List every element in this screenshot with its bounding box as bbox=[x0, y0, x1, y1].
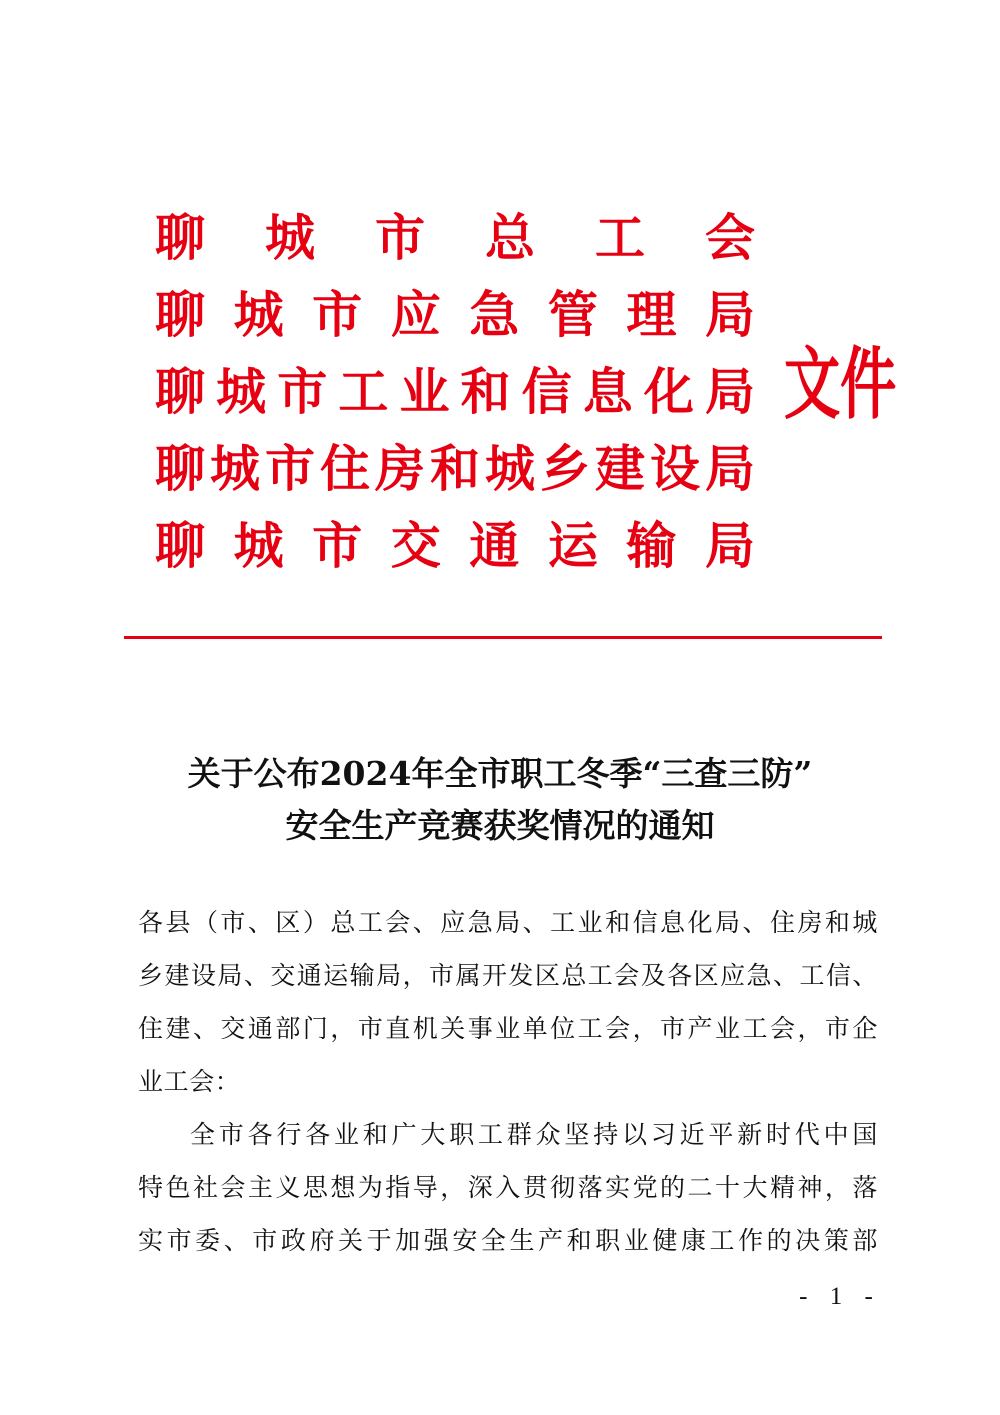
issuer-char: 聊 bbox=[155, 516, 205, 575]
issuer-char: 总 bbox=[485, 208, 535, 267]
document-title bbox=[100, 748, 900, 852]
issuer-char: 息 bbox=[582, 362, 633, 421]
issuer-char: 局 bbox=[704, 516, 755, 575]
issuer-char: 理 bbox=[626, 285, 677, 344]
issuer-char: 应 bbox=[390, 285, 441, 344]
issuer-char: 房 bbox=[375, 439, 425, 498]
issuer-char: 管 bbox=[547, 285, 598, 344]
addressee-line: 乡建设局、交通运输局，市属开发区总工会及各区应急、工信、 bbox=[138, 961, 878, 990]
issuer-char: 设 bbox=[650, 439, 700, 498]
paragraph-line: 特色社会主义思想为指导，深入贯彻落实党的二十大精神，落 bbox=[138, 1173, 878, 1202]
issuer-char: 市 bbox=[312, 285, 363, 344]
issuer-char: 信 bbox=[521, 362, 572, 421]
title-line-1: 关于公布2024年全市职工冬季“三查三防” bbox=[187, 754, 813, 793]
issuer-char: 市 bbox=[375, 208, 425, 267]
issuer-char: 聊 bbox=[155, 362, 205, 421]
issuer-char: 会 bbox=[705, 208, 755, 267]
issuer-char: 交 bbox=[390, 516, 441, 575]
issuer-char: 急 bbox=[469, 285, 520, 344]
addressee-line: 各县（市、区）总工会、应急局、工业和信息化局、住房和城 bbox=[138, 908, 878, 937]
issuer-char: 城 bbox=[233, 516, 284, 575]
issuer-char: 输 bbox=[626, 516, 677, 575]
issuer-line bbox=[155, 360, 755, 424]
issuer-char: 局 bbox=[704, 362, 755, 421]
page-number: - 1 - bbox=[799, 1283, 881, 1310]
issuer-char: 建 bbox=[595, 439, 645, 498]
issuer-line bbox=[155, 206, 755, 270]
issuer-char: 市 bbox=[312, 516, 363, 575]
issuer-char: 聊 bbox=[155, 439, 205, 498]
issuer-char: 局 bbox=[705, 439, 755, 498]
issuer-char: 和 bbox=[430, 439, 480, 498]
paragraph-line: 全市各行各业和广大职工群众坚持以习近平新时代中国 bbox=[190, 1120, 878, 1149]
issuer-char: 和 bbox=[460, 362, 511, 421]
issuer-char: 化 bbox=[643, 362, 694, 421]
issuer-char: 局 bbox=[704, 285, 755, 344]
issuer-char: 住 bbox=[320, 439, 370, 498]
document-body bbox=[138, 896, 878, 1267]
paragraph-line: 实市委、市政府关于加强安全生产和职业健康工作的决策部 bbox=[138, 1226, 878, 1255]
issuer-char: 工 bbox=[595, 208, 645, 267]
addressee-paragraph bbox=[138, 896, 878, 1108]
issuer-char: 城 bbox=[485, 439, 535, 498]
issuer-char: 城 bbox=[265, 208, 315, 267]
title-line-2: 安全生产竞赛获奖情况的通知 bbox=[285, 806, 715, 845]
issuer-line bbox=[155, 283, 755, 347]
addressee-line: 业工会： bbox=[138, 1067, 241, 1096]
issuer-char: 市 bbox=[265, 439, 315, 498]
issuer-char: 市 bbox=[277, 362, 328, 421]
issuer-char: 运 bbox=[547, 516, 598, 575]
issuer-line bbox=[155, 437, 755, 501]
issuer-char: 通 bbox=[469, 516, 520, 575]
issuer-char: 聊 bbox=[155, 285, 205, 344]
document-type-label: 文件 bbox=[784, 340, 897, 430]
issuer-char: 聊 bbox=[155, 208, 205, 267]
issuer-block bbox=[155, 206, 755, 591]
issuer-char: 城 bbox=[210, 439, 260, 498]
issuer-line bbox=[155, 514, 755, 578]
addressee-line: 住建、交通部门，市直机关事业单位工会，市产业工会，市企 bbox=[138, 1014, 878, 1043]
issuer-char: 城 bbox=[216, 362, 267, 421]
issuer-char: 乡 bbox=[540, 439, 590, 498]
red-header-divider bbox=[124, 636, 882, 639]
issuer-char: 业 bbox=[399, 362, 450, 421]
body-paragraph bbox=[138, 1108, 878, 1267]
issuer-char: 城 bbox=[233, 285, 284, 344]
issuer-char: 工 bbox=[338, 362, 389, 421]
